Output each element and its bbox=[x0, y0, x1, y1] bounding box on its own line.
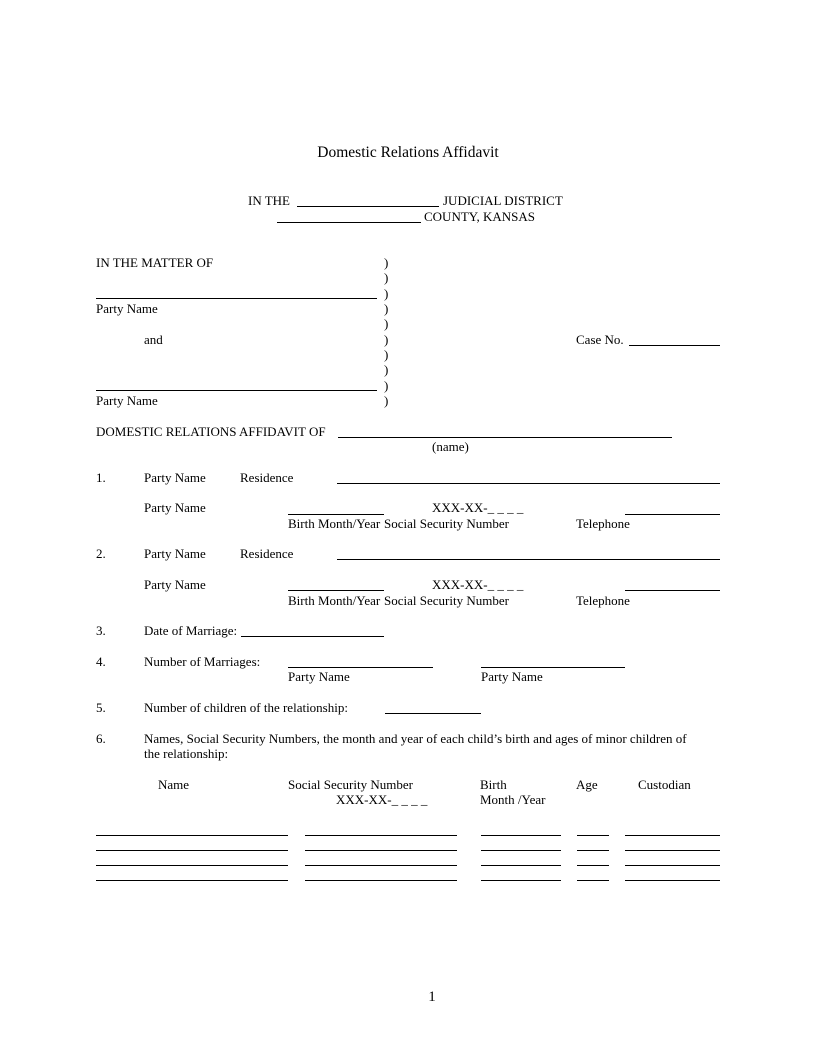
item-1-number: 1. bbox=[96, 470, 106, 485]
affiant-name-blank[interactable] bbox=[338, 437, 672, 438]
affiant-name-caption: (name) bbox=[432, 439, 469, 454]
child-birth-blank[interactable] bbox=[481, 865, 561, 866]
child-custodian-blank[interactable] bbox=[625, 835, 720, 836]
caption-paren: ) bbox=[384, 316, 389, 331]
marriages-party-a-caption: Party Name bbox=[288, 669, 350, 684]
col-header-name: Name bbox=[158, 777, 190, 792]
child-ssn-blank[interactable] bbox=[305, 865, 457, 866]
item-1-telephone-blank[interactable] bbox=[625, 514, 720, 515]
item-2-birth-caption: Birth Month/Year bbox=[288, 593, 381, 608]
item-2-number: 2. bbox=[96, 546, 106, 561]
number-of-children-blank[interactable] bbox=[385, 713, 481, 714]
item-3-number: 3. bbox=[96, 623, 106, 638]
caption-paren: ) bbox=[384, 286, 389, 301]
caption-paren: ) bbox=[384, 378, 389, 393]
item-2-birth-blank[interactable] bbox=[288, 590, 384, 591]
child-ssn-blank[interactable] bbox=[305, 835, 457, 836]
child-name-blank[interactable] bbox=[96, 865, 288, 866]
and-label: and bbox=[144, 332, 163, 347]
child-custodian-blank[interactable] bbox=[625, 880, 720, 881]
document-title: Domestic Relations Affidavit bbox=[317, 144, 499, 161]
caption-paren: ) bbox=[384, 347, 389, 362]
col-header-ssn: Social Security Number bbox=[288, 777, 413, 792]
item-1-ssn-field[interactable]: XXX-XX-_ _ _ _ bbox=[432, 500, 524, 515]
date-of-marriage-blank[interactable] bbox=[241, 636, 384, 637]
page-number: 1 bbox=[428, 989, 436, 1005]
child-ssn-blank[interactable] bbox=[305, 850, 457, 851]
item-2-ssn-caption: Social Security Number bbox=[384, 593, 509, 608]
party-name-2-caption: Party Name bbox=[96, 393, 158, 408]
caption-paren: ) bbox=[384, 301, 389, 316]
item-1-ssn-caption: Social Security Number bbox=[384, 516, 509, 531]
child-name-blank[interactable] bbox=[96, 835, 288, 836]
caption-paren: ) bbox=[384, 255, 389, 270]
item-2-residence-label: Residence bbox=[240, 546, 294, 561]
item-2-telephone-caption: Telephone bbox=[576, 593, 630, 608]
item-1-telephone-caption: Telephone bbox=[576, 516, 630, 531]
child-birth-blank[interactable] bbox=[481, 850, 561, 851]
child-ssn-blank[interactable] bbox=[305, 880, 457, 881]
caption-paren: ) bbox=[384, 362, 389, 377]
marriages-party-a-blank[interactable] bbox=[288, 667, 433, 668]
number-of-children-label: Number of children of the relationship: bbox=[144, 700, 348, 715]
number-of-marriages-label: Number of Marriages: bbox=[144, 654, 261, 669]
county-blank[interactable] bbox=[277, 222, 421, 223]
item-6-text-line-1: Names, Social Security Numbers, the month and year of each child’s birth and ages of minor children of bbox=[144, 731, 687, 746]
caption-paren: ) bbox=[384, 270, 389, 285]
item-5-number: 5. bbox=[96, 700, 106, 715]
item-2-party-name-2: Party Name bbox=[144, 577, 206, 592]
child-birth-blank[interactable] bbox=[481, 835, 561, 836]
child-name-blank[interactable] bbox=[96, 850, 288, 851]
child-age-blank[interactable] bbox=[577, 835, 609, 836]
item-6-text-line-2: the relationship: bbox=[144, 746, 229, 761]
child-age-blank[interactable] bbox=[577, 850, 609, 851]
judicial-district-blank[interactable] bbox=[297, 206, 439, 207]
date-of-marriage-label: Date of Marriage: bbox=[144, 623, 238, 638]
marriages-party-b-caption: Party Name bbox=[481, 669, 543, 684]
caption-paren: ) bbox=[384, 332, 389, 347]
item-1-party-name: Party Name bbox=[144, 470, 206, 485]
party-name-1-blank[interactable] bbox=[96, 298, 377, 299]
col-header-age: Age bbox=[576, 777, 598, 792]
col-header-custodian: Custodian bbox=[638, 777, 691, 792]
case-no-blank[interactable] bbox=[629, 345, 720, 346]
child-age-blank[interactable] bbox=[577, 880, 609, 881]
item-2-ssn-field[interactable]: XXX-XX-_ _ _ _ bbox=[432, 577, 524, 592]
child-custodian-blank[interactable] bbox=[625, 850, 720, 851]
in-the-label: IN THE bbox=[248, 193, 291, 208]
item-1-party-name-2: Party Name bbox=[144, 500, 206, 515]
item-1-residence-label: Residence bbox=[240, 470, 294, 485]
party-name-2-blank[interactable] bbox=[96, 390, 377, 391]
col-header-ssn-mask: XXX-XX-_ _ _ _ bbox=[336, 792, 428, 807]
col-header-birth: Birth bbox=[480, 777, 507, 792]
item-4-number: 4. bbox=[96, 654, 106, 669]
item-6-number: 6. bbox=[96, 731, 106, 746]
county-kansas-label: COUNTY, KANSAS bbox=[424, 209, 536, 224]
affidavit-of-label: DOMESTIC RELATIONS AFFIDAVIT OF bbox=[96, 424, 326, 439]
marriages-party-b-blank[interactable] bbox=[481, 667, 625, 668]
col-header-birth-sub: Month /Year bbox=[480, 792, 546, 807]
child-name-blank[interactable] bbox=[96, 880, 288, 881]
item-1-birth-blank[interactable] bbox=[288, 514, 384, 515]
item-1-residence-blank[interactable] bbox=[337, 483, 720, 484]
child-age-blank[interactable] bbox=[577, 865, 609, 866]
judicial-district-label: JUDICIAL DISTRICT bbox=[443, 193, 563, 208]
in-the-matter-of-label: IN THE MATTER OF bbox=[96, 255, 214, 270]
item-2-party-name: Party Name bbox=[144, 546, 206, 561]
case-no-label: Case No. bbox=[576, 332, 624, 347]
party-name-1-caption: Party Name bbox=[96, 301, 158, 316]
item-2-residence-blank[interactable] bbox=[337, 559, 720, 560]
child-birth-blank[interactable] bbox=[481, 880, 561, 881]
item-2-telephone-blank[interactable] bbox=[625, 590, 720, 591]
item-1-birth-caption: Birth Month/Year bbox=[288, 516, 381, 531]
caption-paren: ) bbox=[384, 393, 389, 408]
child-custodian-blank[interactable] bbox=[625, 865, 720, 866]
